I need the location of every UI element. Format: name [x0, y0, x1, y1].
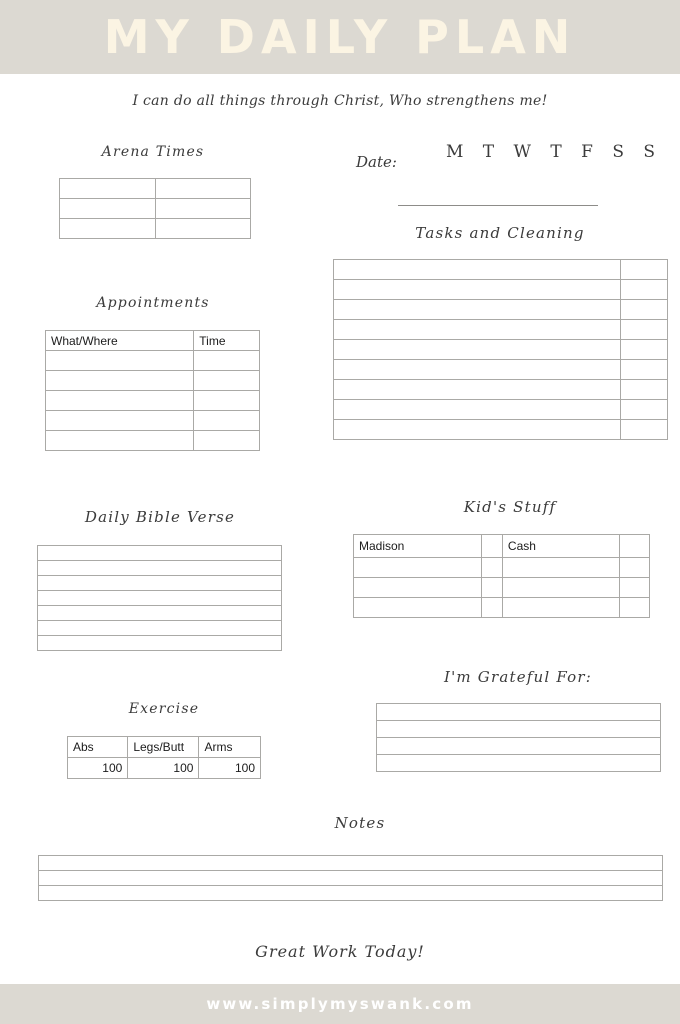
table-row[interactable] [39, 886, 663, 901]
section-title-notes: Notes [334, 814, 386, 832]
table-row[interactable] [46, 431, 260, 451]
page-title: MY DAILY PLAN [103, 10, 577, 64]
table-row[interactable] [354, 598, 650, 618]
kids-header-cash-check[interactable] [619, 535, 649, 558]
table-row[interactable] [46, 371, 260, 391]
grateful-table[interactable] [376, 703, 661, 772]
table-row[interactable] [46, 391, 260, 411]
notes-table[interactable] [38, 855, 663, 901]
task-cell[interactable] [334, 260, 621, 280]
appointment-time-cell[interactable] [194, 351, 260, 371]
exercise-table[interactable] [67, 736, 261, 779]
kids-cell[interactable] [502, 598, 619, 618]
arena-cell[interactable] [155, 199, 251, 219]
appointment-cell[interactable] [46, 371, 194, 391]
appointments-table[interactable] [45, 330, 260, 451]
kids-cell[interactable] [502, 578, 619, 598]
table-row[interactable] [334, 400, 668, 420]
task-check-cell[interactable] [620, 340, 667, 360]
verse-line-cell[interactable] [38, 591, 282, 606]
table-row[interactable] [334, 320, 668, 340]
table-header-row [46, 331, 260, 351]
kids-cell[interactable] [354, 598, 482, 618]
table-header-row [354, 535, 650, 558]
appointment-time-cell[interactable] [194, 391, 260, 411]
section-title-grateful: I'm Grateful For: [443, 668, 593, 686]
kids-header-madison: Madison [354, 535, 482, 558]
table-row[interactable] [38, 606, 282, 621]
table-row[interactable] [334, 360, 668, 380]
task-cell[interactable] [334, 360, 621, 380]
weekday-selector[interactable]: M T W T F S S [446, 142, 663, 162]
appointment-cell[interactable] [46, 351, 194, 371]
table-row[interactable] [39, 856, 663, 871]
date-write-line[interactable] [398, 205, 598, 206]
date-label: Date: [356, 153, 397, 171]
table-row[interactable] [38, 576, 282, 591]
section-title-daily-bible-verse: Daily Bible Verse [84, 508, 236, 526]
kids-check-cell[interactable] [619, 578, 649, 598]
grateful-line-cell[interactable] [377, 738, 661, 755]
arena-cell[interactable] [60, 199, 156, 219]
appointment-time-cell[interactable] [194, 411, 260, 431]
table-row[interactable] [38, 621, 282, 636]
appointments-header-whatwhere: What/Where [46, 331, 194, 351]
verse-line-cell[interactable] [38, 636, 282, 651]
verse-line-cell[interactable] [38, 576, 282, 591]
footer-url: www.simplymyswank.com [206, 995, 474, 1013]
verse-line-cell[interactable] [38, 546, 282, 561]
task-cell[interactable] [334, 380, 621, 400]
appointment-time-cell[interactable] [194, 371, 260, 391]
task-cell[interactable] [334, 400, 621, 420]
table-row[interactable] [377, 721, 661, 738]
header-banner [0, 0, 680, 74]
arena-cell[interactable] [60, 179, 156, 199]
grateful-line-cell[interactable] [377, 755, 661, 772]
grateful-line-cell[interactable] [377, 704, 661, 721]
table-row[interactable] [334, 300, 668, 320]
section-title-appointments: Appointments [96, 295, 210, 311]
verse-line-cell[interactable] [38, 606, 282, 621]
table-row[interactable] [38, 591, 282, 606]
task-cell[interactable] [334, 340, 621, 360]
table-row[interactable] [60, 199, 251, 219]
arena-cell[interactable] [60, 219, 156, 239]
table-row[interactable] [334, 340, 668, 360]
section-title-arena-times: Arena Times [101, 144, 205, 160]
footer-banner [0, 984, 680, 1024]
notes-line-cell[interactable] [39, 856, 663, 871]
exercise-value-abs[interactable]: 100 [68, 758, 128, 779]
table-row[interactable] [334, 420, 668, 440]
table-header-row [68, 737, 261, 758]
section-title-kids-stuff: Kid's Stuff [463, 498, 557, 516]
table-row[interactable] [354, 578, 650, 598]
task-cell[interactable] [334, 280, 621, 300]
section-title-exercise: Exercise [128, 701, 200, 717]
task-check-cell[interactable] [620, 280, 667, 300]
closing-text: Great Work Today! [255, 942, 425, 961]
kids-cell[interactable] [354, 558, 482, 578]
table-row[interactable] [60, 179, 251, 199]
table-row[interactable] [68, 758, 261, 779]
table-row[interactable] [377, 704, 661, 721]
table-row[interactable] [46, 351, 260, 371]
notes-line-cell[interactable] [39, 886, 663, 901]
notes-line-cell[interactable] [39, 871, 663, 886]
kids-header-madison-check[interactable] [481, 535, 502, 558]
kids-cell[interactable] [354, 578, 482, 598]
task-check-cell[interactable] [620, 400, 667, 420]
table-row[interactable] [39, 871, 663, 886]
grateful-line-cell[interactable] [377, 721, 661, 738]
kids-check-cell[interactable] [481, 558, 502, 578]
table-row[interactable] [38, 636, 282, 651]
task-check-cell[interactable] [620, 300, 667, 320]
exercise-value-legs-butt[interactable]: 100 [128, 758, 199, 779]
kids-header-cash: Cash [502, 535, 619, 558]
appointment-cell[interactable] [46, 431, 194, 451]
kids-check-cell[interactable] [619, 558, 649, 578]
task-cell[interactable] [334, 320, 621, 340]
task-check-cell[interactable] [620, 360, 667, 380]
table-row[interactable] [334, 280, 668, 300]
task-check-cell[interactable] [620, 320, 667, 340]
table-row[interactable] [377, 755, 661, 772]
table-row[interactable] [60, 219, 251, 239]
tasks-cleaning-table[interactable] [333, 259, 668, 440]
task-cell[interactable] [334, 420, 621, 440]
kids-stuff-table[interactable] [353, 534, 650, 618]
task-cell[interactable] [334, 300, 621, 320]
table-row[interactable] [354, 558, 650, 578]
appointment-time-cell[interactable] [194, 431, 260, 451]
arena-cell[interactable] [155, 179, 251, 199]
exercise-value-arms[interactable]: 100 [199, 758, 261, 779]
exercise-header-abs: Abs [68, 737, 128, 758]
verse-line-cell[interactable] [38, 561, 282, 576]
kids-check-cell[interactable] [619, 598, 649, 618]
table-row[interactable] [38, 561, 282, 576]
appointment-cell[interactable] [46, 411, 194, 431]
table-row[interactable] [46, 411, 260, 431]
verse-text: I can do all things through Christ, Who strengthens me! [132, 93, 548, 109]
appointment-cell[interactable] [46, 391, 194, 411]
table-row[interactable] [334, 260, 668, 280]
table-row[interactable] [334, 380, 668, 400]
daily-bible-verse-table[interactable] [37, 545, 282, 651]
exercise-header-legs-butt: Legs/Butt [128, 737, 199, 758]
verse-line-cell[interactable] [38, 621, 282, 636]
task-check-cell[interactable] [620, 420, 667, 440]
table-row[interactable] [38, 546, 282, 561]
appointments-header-time: Time [194, 331, 260, 351]
task-check-cell[interactable] [620, 380, 667, 400]
kids-cell[interactable] [502, 558, 619, 578]
arena-times-table[interactable] [59, 178, 251, 239]
arena-cell[interactable] [155, 219, 251, 239]
section-title-tasks-cleaning: Tasks and Cleaning [415, 224, 585, 242]
kids-check-cell[interactable] [481, 598, 502, 618]
table-row[interactable] [377, 738, 661, 755]
kids-check-cell[interactable] [481, 578, 502, 598]
task-check-cell[interactable] [620, 260, 667, 280]
exercise-header-arms: Arms [199, 737, 261, 758]
